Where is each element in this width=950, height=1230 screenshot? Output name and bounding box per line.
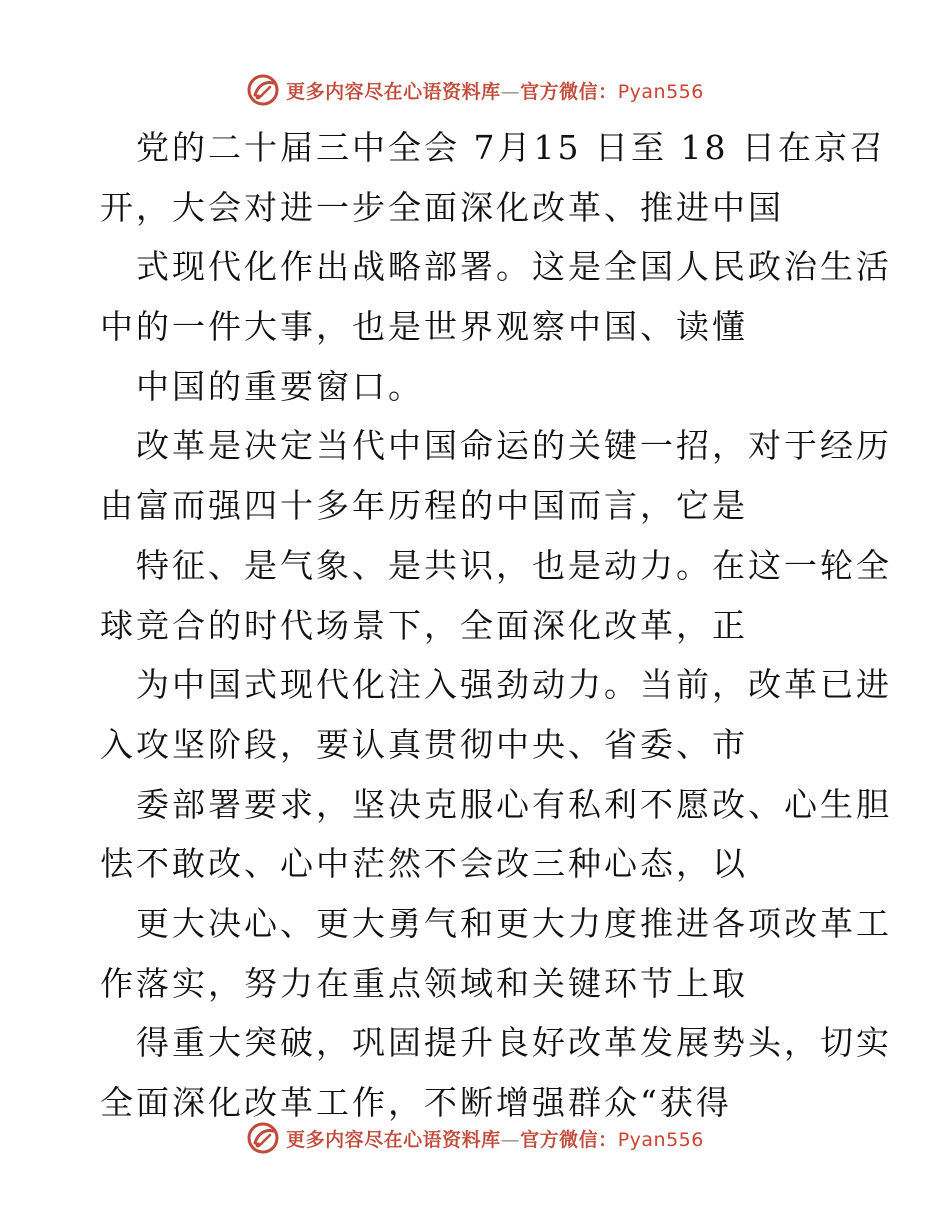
watermark-wechat-id: Pyan556 <box>617 1128 704 1151</box>
text-line: 作落实，努力在重点领域和关键环节上取 <box>100 963 748 1003</box>
text-line: 更大决心、更大勇气和更大力度推进各项改革工 <box>136 903 892 943</box>
text-line: 为中国式现代化注入强劲动力。当前，改革已进 <box>136 665 892 705</box>
text-line: 中国的重要窗口。 <box>136 366 424 406</box>
watermark-main-text: 更多内容尽在心语资料库 <box>286 1128 501 1151</box>
brand-logo-icon <box>246 1121 280 1155</box>
watermark-separator: — <box>500 1128 521 1151</box>
header-watermark <box>0 70 950 110</box>
text-line: 全面深化改革工作，不断增强群众“获得 <box>100 1083 732 1122</box>
watermark-separator: — <box>500 80 521 103</box>
watermark-wechat-id: Pyan556 <box>617 80 704 103</box>
watermark-official-label: 官方微信： <box>520 80 618 103</box>
text-line: 党的二十届三中全会 7月15 日至 18 日在京召 <box>136 128 886 167</box>
watermark-official-label: 官方微信： <box>520 1128 618 1151</box>
text-line: 得重大突破，巩固提升良好改革发展势头，切实 <box>136 1023 892 1063</box>
brand-logo-icon <box>246 73 280 107</box>
text-line: 式现代化作出战略部署。这是全国人民政治生活 <box>136 247 892 287</box>
text-line: 委部署要求，坚决克服心有私利不愿改、心生胆 <box>136 784 892 824</box>
watermark-text <box>286 77 704 104</box>
text-line: 怯不敢改、心中茫然不会改三种心态，以 <box>100 844 748 884</box>
text-line: 球竞合的时代场景下，全面深化改革，正 <box>100 605 748 645</box>
watermark-text <box>286 1125 704 1152</box>
text-line: 入攻坚阶段，要认真贯彻中央、省委、市 <box>100 724 748 764</box>
text-line: 开，大会对进一步全面深化改革、推进中国 <box>100 187 784 227</box>
text-line: 改革是决定当代中国命运的关键一招，对于经历 <box>136 426 892 466</box>
text-line: 中的一件大事，也是世界观察中国、读懂 <box>100 307 748 347</box>
footer-watermark <box>0 1118 950 1158</box>
watermark-main-text: 更多内容尽在心语资料库 <box>286 80 501 103</box>
text-line: 由富而强四十多年历程的中国而言，它是 <box>100 486 748 526</box>
document-body <box>100 118 892 1133</box>
text-line: 特征、是气象、是共识，也是动力。在这一轮全 <box>136 545 892 585</box>
